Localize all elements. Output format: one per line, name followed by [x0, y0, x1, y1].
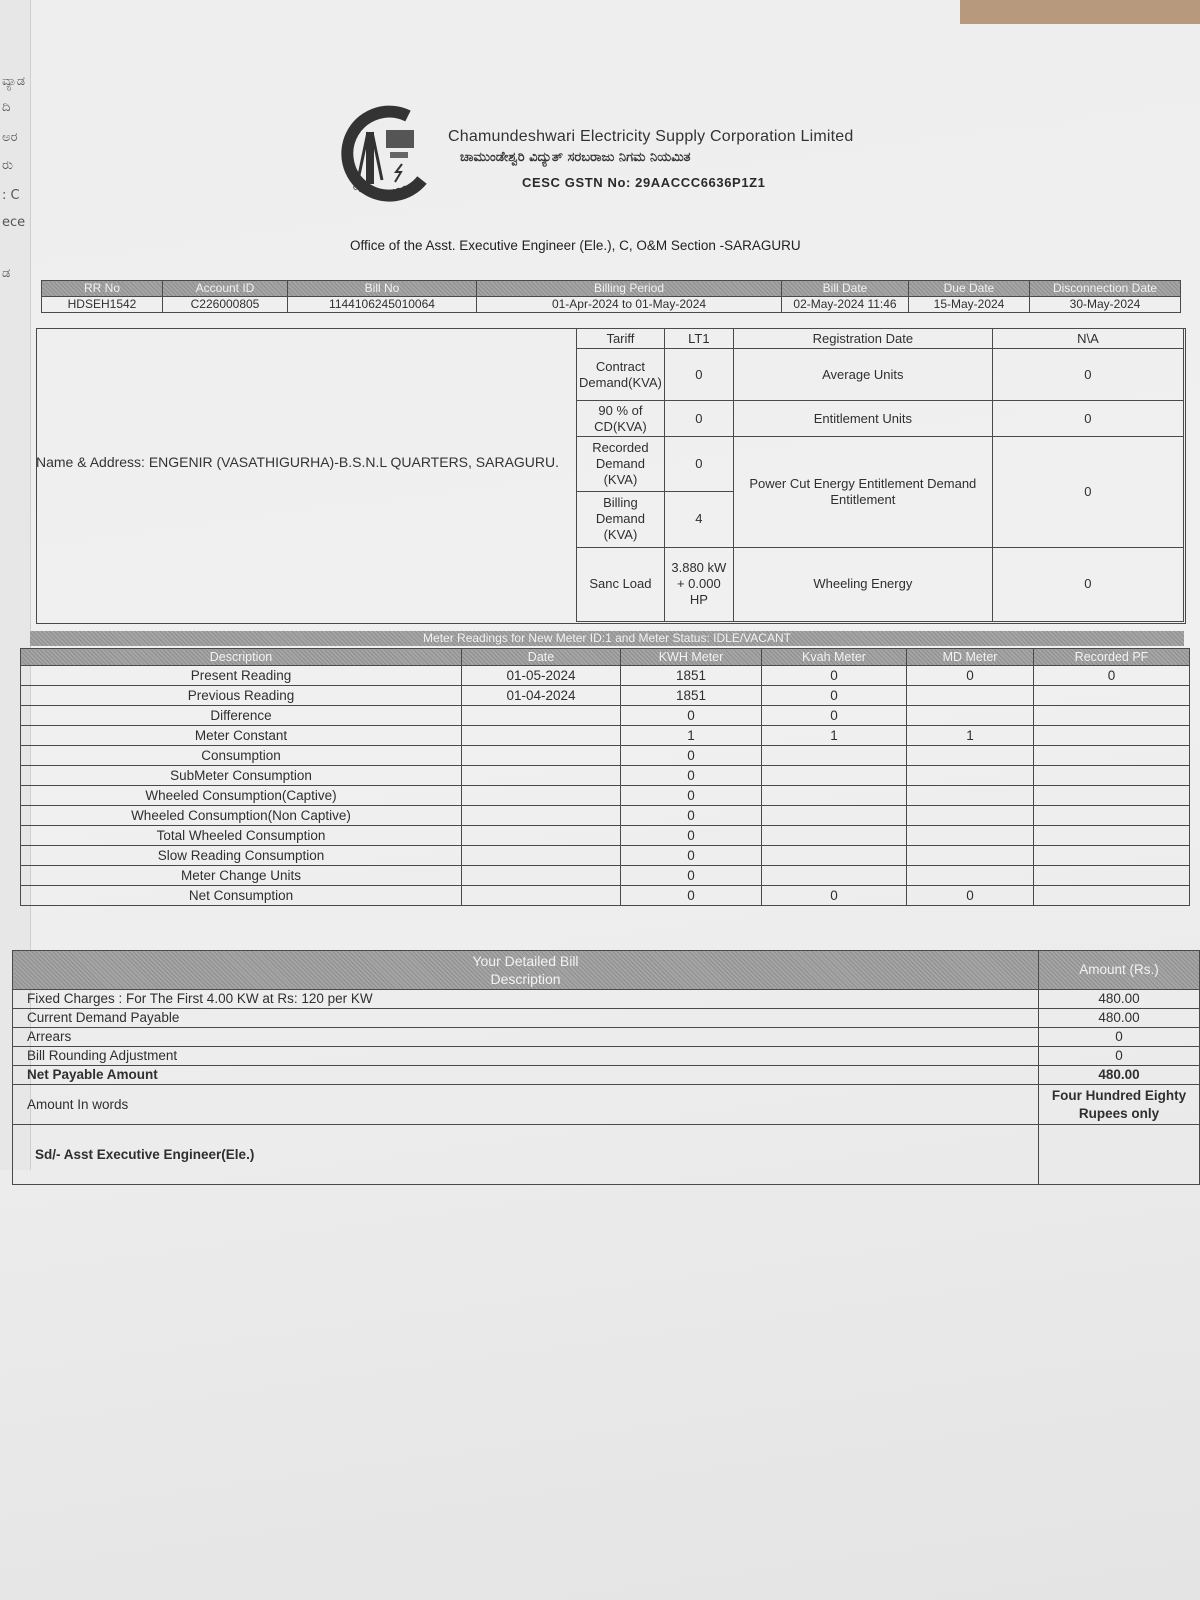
account-id-value: C226000805	[163, 297, 288, 313]
meter-pf	[1034, 826, 1190, 846]
meter-description: Meter Change Units	[21, 866, 462, 886]
meter-readings-title: Meter Readings for New Meter ID:1 and Meter Status: IDLE/VACANT	[30, 631, 1184, 646]
bill-no-header: Bill No	[288, 281, 477, 297]
meter-date	[462, 746, 621, 766]
company-name: Chamundeshwari Electricity Supply Corporation Limited	[448, 128, 854, 145]
meter-kwh: 1851	[621, 666, 762, 686]
power-cut-entitlement-value: 0	[992, 437, 1183, 547]
average-units-value: 0	[992, 349, 1183, 401]
underlying-text-4: ರು	[2, 158, 14, 173]
tariff-table	[576, 328, 1184, 622]
meter-row	[21, 766, 1190, 786]
meter-kvah: 0	[762, 886, 907, 906]
tariff-value: LT1	[664, 329, 733, 349]
meter-kvah: 0	[762, 706, 907, 726]
meter-pf	[1034, 746, 1190, 766]
meter-row	[21, 886, 1190, 906]
meter-kvah	[762, 866, 907, 886]
power-cut-entitlement-label: Power Cut Energy Entitlement Demand Entitlement	[733, 437, 992, 547]
meter-date	[462, 766, 621, 786]
entitlement-units-label: Entitlement Units	[733, 401, 992, 437]
meter-row	[21, 846, 1190, 866]
arrears-amount: 0	[1039, 1028, 1200, 1047]
meter-kwh: 0	[621, 746, 762, 766]
disconnection-date-header: Disconnection Date	[1030, 281, 1181, 297]
cd-90-value: 0	[664, 401, 733, 437]
bill-title-cell	[13, 951, 1039, 990]
meter-kvah	[762, 806, 907, 826]
sanc-load-value: 3.880 kW + 0.000 HP	[664, 547, 733, 621]
company-name-kannada: ಚಾಮುಂಡೇಶ್ವರಿ ವಿದ್ಯುತ್ ಸರಬರಾಜು ನಿಗಮ ನಿಯಮಿತ	[460, 150, 691, 165]
meter-date	[462, 826, 621, 846]
sanc-load-label: Sanc Load	[577, 547, 665, 621]
underlying-text-2: ದಿ	[2, 100, 11, 115]
meter-kwh: 0	[621, 866, 762, 886]
meter-row	[21, 746, 1190, 766]
bill-row	[13, 1009, 1200, 1028]
meter-header-pf: Recorded PF	[1034, 649, 1190, 666]
meter-kwh: 1	[621, 726, 762, 746]
office-title: Office of the Asst. Executive Engineer (Ele.), C, O&M Section -SARAGURU	[350, 238, 801, 253]
bill-no-value: 1144106245010064	[288, 297, 477, 313]
customer-address: Name & Address: ENGENIR (VASATHIGURHA)-B.S.N.L QUARTERS, SARAGURU.	[36, 454, 560, 470]
meter-kwh: 0	[621, 806, 762, 826]
registration-date-value: N\A	[992, 329, 1183, 349]
meter-kvah	[762, 766, 907, 786]
meter-description: Total Wheeled Consumption	[21, 826, 462, 846]
current-demand-amount: 480.00	[1039, 1009, 1200, 1028]
underlying-text-1: ವ್ಯಾಡ	[2, 74, 26, 89]
meter-md	[907, 866, 1034, 886]
billing-period-header: Billing Period	[477, 281, 782, 297]
meter-description: Wheeled Consumption(Captive)	[21, 786, 462, 806]
meter-row	[21, 666, 1190, 686]
meter-pf	[1034, 706, 1190, 726]
background-surface	[960, 0, 1200, 24]
meter-date	[462, 866, 621, 886]
net-payable-amount: 480.00	[1039, 1066, 1200, 1085]
current-demand-label: Current Demand Payable	[13, 1009, 1039, 1028]
due-date-value: 15-May-2024	[909, 297, 1030, 313]
meter-row	[21, 826, 1190, 846]
amount-words-value: Four Hundred Eighty Rupees only	[1039, 1085, 1200, 1125]
meter-description: Slow Reading Consumption	[21, 846, 462, 866]
meter-md	[907, 846, 1034, 866]
meter-kvah: 0	[762, 666, 907, 686]
cesc-logo-icon	[338, 102, 438, 202]
meter-kwh: 0	[621, 766, 762, 786]
meter-kwh: 0	[621, 846, 762, 866]
meter-description: SubMeter Consumption	[21, 766, 462, 786]
meter-kvah	[762, 826, 907, 846]
meter-readings-body	[21, 666, 1190, 906]
meter-kvah: 1	[762, 726, 907, 746]
billing-demand-value: 4	[664, 491, 733, 547]
signature-row	[13, 1125, 1200, 1185]
gstn-number: CESC GSTN No: 29AACCC6636P1Z1	[522, 175, 766, 190]
meter-row	[21, 806, 1190, 826]
average-units-label: Average Units	[733, 349, 992, 401]
meter-pf	[1034, 866, 1190, 886]
meter-pf	[1034, 726, 1190, 746]
meter-description: Consumption	[21, 746, 462, 766]
billing-period-value: 01-Apr-2024 to 01-May-2024	[477, 297, 782, 313]
contract-demand-value: 0	[664, 349, 733, 401]
meter-header-date: Date	[462, 649, 621, 666]
meter-date	[462, 706, 621, 726]
logo-text: CESC MYSORE	[351, 177, 424, 199]
meter-md	[907, 686, 1034, 706]
amount-words-row	[13, 1085, 1200, 1125]
meter-md	[907, 826, 1034, 846]
underlying-text-7: ಡ	[2, 266, 11, 281]
amount-header: Amount (Rs.)	[1039, 951, 1200, 990]
underlying-text-6: ece	[2, 215, 26, 230]
meter-readings-table	[20, 648, 1190, 906]
meter-description: Previous Reading	[21, 686, 462, 706]
meter-header-md: MD Meter	[907, 649, 1034, 666]
meter-description: Present Reading	[21, 666, 462, 686]
tariff-row	[577, 437, 1184, 491]
meter-kvah	[762, 846, 907, 866]
bill-row	[13, 1028, 1200, 1047]
wheeling-energy-label: Wheeling Energy	[733, 547, 992, 621]
meter-kwh: 0	[621, 826, 762, 846]
meter-kwh: 0	[621, 886, 762, 906]
bill-description-header: Description	[490, 971, 561, 987]
bill-info-value-row	[42, 297, 1181, 313]
meter-row	[21, 786, 1190, 806]
meter-description: Meter Constant	[21, 726, 462, 746]
bill-date-header: Bill Date	[782, 281, 909, 297]
meter-pf: 0	[1034, 666, 1190, 686]
meter-kvah	[762, 746, 907, 766]
meter-description: Net Consumption	[21, 886, 462, 906]
meter-md: 0	[907, 886, 1034, 906]
meter-kvah	[762, 786, 907, 806]
meter-kwh: 0	[621, 706, 762, 726]
tariff-row	[577, 547, 1184, 621]
cd-90-label: 90 % of CD(KVA)	[577, 401, 665, 437]
meter-row	[21, 726, 1190, 746]
meter-md	[907, 766, 1034, 786]
signature-text: Sd/- Asst Executive Engineer(Ele.)	[13, 1125, 1039, 1185]
meter-pf	[1034, 846, 1190, 866]
recorded-demand-label: Recorded Demand (KVA)	[577, 437, 665, 491]
tariff-row	[577, 349, 1184, 401]
meter-pf	[1034, 766, 1190, 786]
meter-kwh: 1851	[621, 686, 762, 706]
signature-amount-cell	[1039, 1125, 1200, 1185]
meter-pf	[1034, 786, 1190, 806]
meter-pf	[1034, 886, 1190, 906]
net-payable-label: Net Payable Amount	[13, 1066, 1039, 1085]
recorded-demand-value: 0	[664, 437, 733, 491]
wheeling-energy-value: 0	[992, 547, 1183, 621]
bill-row	[13, 1066, 1200, 1085]
meter-row	[21, 706, 1190, 726]
meter-date: 01-04-2024	[462, 686, 621, 706]
meter-date	[462, 726, 621, 746]
meter-md	[907, 746, 1034, 766]
entitlement-units-value: 0	[992, 401, 1183, 437]
meter-md: 1	[907, 726, 1034, 746]
disconnection-date-value: 30-May-2024	[1030, 297, 1181, 313]
fixed-charges-amount: 480.00	[1039, 990, 1200, 1009]
meter-header-description: Description	[21, 649, 462, 666]
meter-row	[21, 686, 1190, 706]
meter-md: 0	[907, 666, 1034, 686]
amount-words-label: Amount In words	[13, 1085, 1039, 1125]
billing-demand-label: Billing Demand (KVA)	[577, 491, 665, 547]
meter-row	[21, 866, 1190, 886]
meter-description: Difference	[21, 706, 462, 726]
bill-title: Your Detailed Bill	[472, 953, 579, 969]
bill-info-header-row	[42, 281, 1181, 297]
tariff-row	[577, 329, 1184, 349]
bill-row	[13, 1047, 1200, 1066]
meter-md	[907, 806, 1034, 826]
detailed-bill-table	[12, 950, 1200, 1185]
meter-date	[462, 846, 621, 866]
bill-info-table	[41, 280, 1181, 313]
meter-description: Wheeled Consumption(Non Captive)	[21, 806, 462, 826]
meter-header-kwh: KWH Meter	[621, 649, 762, 666]
meter-md	[907, 706, 1034, 726]
meter-date	[462, 886, 621, 906]
tariff-row	[577, 401, 1184, 437]
underlying-text-3: ಅರ	[2, 130, 18, 145]
arrears-label: Arrears	[13, 1028, 1039, 1047]
meter-header-kvah: Kvah Meter	[762, 649, 907, 666]
meter-kvah: 0	[762, 686, 907, 706]
rr-no-header: RR No	[42, 281, 163, 297]
account-id-header: Account ID	[163, 281, 288, 297]
meter-date	[462, 786, 621, 806]
registration-date-label: Registration Date	[733, 329, 992, 349]
meter-kwh: 0	[621, 786, 762, 806]
bill-row	[13, 990, 1200, 1009]
rounding-adjustment-label: Bill Rounding Adjustment	[13, 1047, 1039, 1066]
bill-date-value: 02-May-2024 11:46	[782, 297, 909, 313]
meter-pf	[1034, 686, 1190, 706]
rr-no-value: HDSEH1542	[42, 297, 163, 313]
rounding-adjustment-amount: 0	[1039, 1047, 1200, 1066]
contract-demand-label: Contract Demand(KVA)	[577, 349, 665, 401]
tariff-label: Tariff	[577, 329, 665, 349]
fixed-charges-label: Fixed Charges : For The First 4.00 KW at Rs: 120 per KW	[13, 990, 1039, 1009]
meter-header-row	[21, 649, 1190, 666]
underlying-text-5: : C	[2, 188, 20, 203]
meter-md	[907, 786, 1034, 806]
due-date-header: Due Date	[909, 281, 1030, 297]
meter-date	[462, 806, 621, 826]
meter-date: 01-05-2024	[462, 666, 621, 686]
meter-pf	[1034, 806, 1190, 826]
bill-header-row	[13, 951, 1200, 990]
